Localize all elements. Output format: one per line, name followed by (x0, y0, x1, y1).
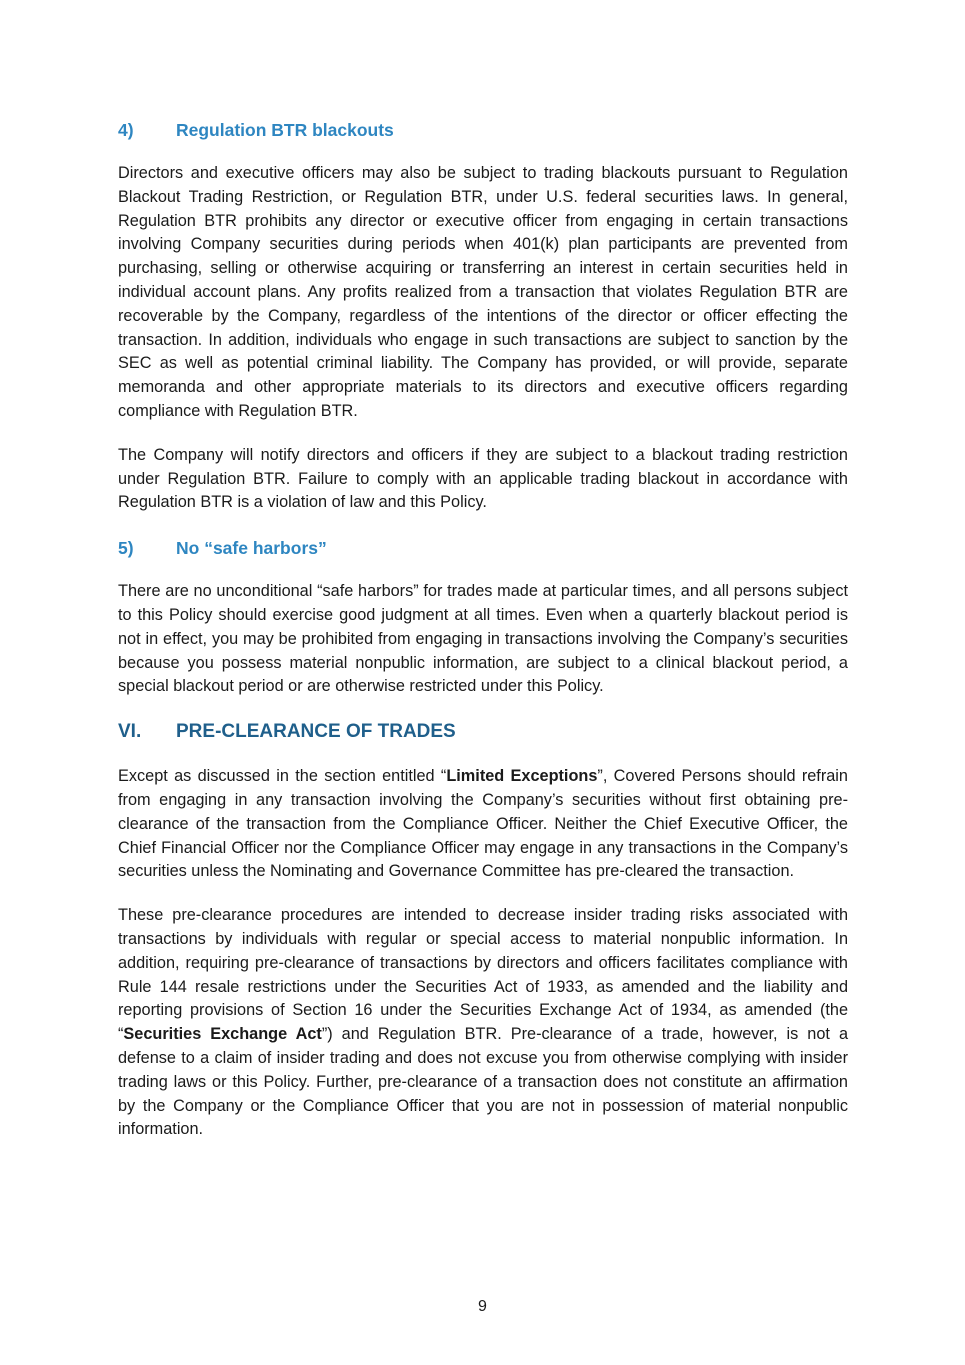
document-page (118, 116, 848, 1142)
section-5-paragraph-1: There are no unconditional “safe harbors” for trades made at particular times, and all persons subject to this Policy should exercise good judgment at all times. Even when a quarterly blackout period is not in effect, you may be prohibited from engaging in transactions involving the Company’s securities because you possess material nonpublic information, are subject to a clinical blackout period, a special blackout period or are otherwise restricted under this Policy. (118, 582, 848, 696)
section-5-number: 5) (118, 538, 134, 559)
section-vi-p1-text-a: Except as discussed in the section entitled “ (118, 767, 447, 786)
section-4-paragraph-2: The Company will notify directors and officers if they are subject to a blackout trading restriction under Regulation BTR. Failure to comply with an applicable trading blackout in accordance with Regulation BTR is a violation of law and this Policy. (118, 445, 848, 512)
section-vi-title: PRE-CLEARANCE OF TRADES (176, 721, 456, 743)
page-number: 9 (478, 1298, 487, 1315)
section-4-paragraph-1: Directors and executive officers may also be subject to trading blackouts pursuant to Regulation Blackout Trading Restriction, or Regulation BTR, under U.S. federal securities laws. In general, Regulation BTR prohibits any director or executive officer from engaging in certain transactions involving Company securities during periods when 401(k) plan participants are prevented from purchasing, selling or otherwise acquiring or transferring an interest in certain securities held in individual account plans. Any profits realized from a transaction that violates Regulation BTR are recoverable by the Company, regardless of the intentions of the director or officer effecting the transaction. In addition, individuals who engage in such transactions are subject to sanction by the SEC as well as potential criminal liability. The Company has provided, or will provide, separate memoranda and other appropriate materials to its directors and executive officers regarding compliance with Regulation BTR. (118, 164, 848, 420)
section-4-title: Regulation BTR blackouts (176, 120, 394, 140)
section-vi-paragraph-1 (118, 765, 848, 884)
section-vi-paragraph-2 (118, 904, 848, 1142)
section-5-heading (118, 536, 848, 560)
limited-exceptions-term: Limited Exceptions (446, 767, 598, 786)
section-vi-p1-text-b: ”, Covered Persons should refrain from engaging in any transaction involving the Company’s securities without first obtaining pre-clearance of the transaction from the Compliance Officer. Neither the Chief Executive Officer, the Chief Financial Officer nor the Compliance Officer may engage in any transactions in the Company’s securities unless the Nominating and Governance Committee has pre-cleared the transaction. (118, 767, 848, 881)
section-4-number: 4) (118, 120, 134, 140)
section-5-title: No “safe harbors” (176, 538, 327, 559)
section-4-heading (118, 118, 848, 142)
section-vi-number: VI. (118, 721, 142, 743)
securities-exchange-act-term: Securities Exchange Act (123, 1025, 322, 1044)
section-vi-heading (118, 719, 848, 745)
section-vi-p2-text-b: ”) and Regulation BTR. Pre-clearance of a trade, however, is not a defense to a claim of insider trading and does not excuse you from otherwise complying with insider trading laws or this Policy. Further, pre-clearance of a transaction does not constitute an affirmation by the Company or the Compliance Officer that you are not in possession of material nonpublic information. (118, 1025, 849, 1139)
section-vi-p2-text-a: These pre-clearance procedures are intended to decrease insider trading risks associated with transactions by individuals with regular or special access to material nonpublic information. In addition, requiring pre-clearance of transactions by directors and officers facilitates compliance with Rule 144 resale restrictions under the Securities Act of 1933, as amended and the liability and reporting provisions of Section 16 under the Securities Exchange Act of 1934, as amended (the “ (118, 906, 848, 1044)
